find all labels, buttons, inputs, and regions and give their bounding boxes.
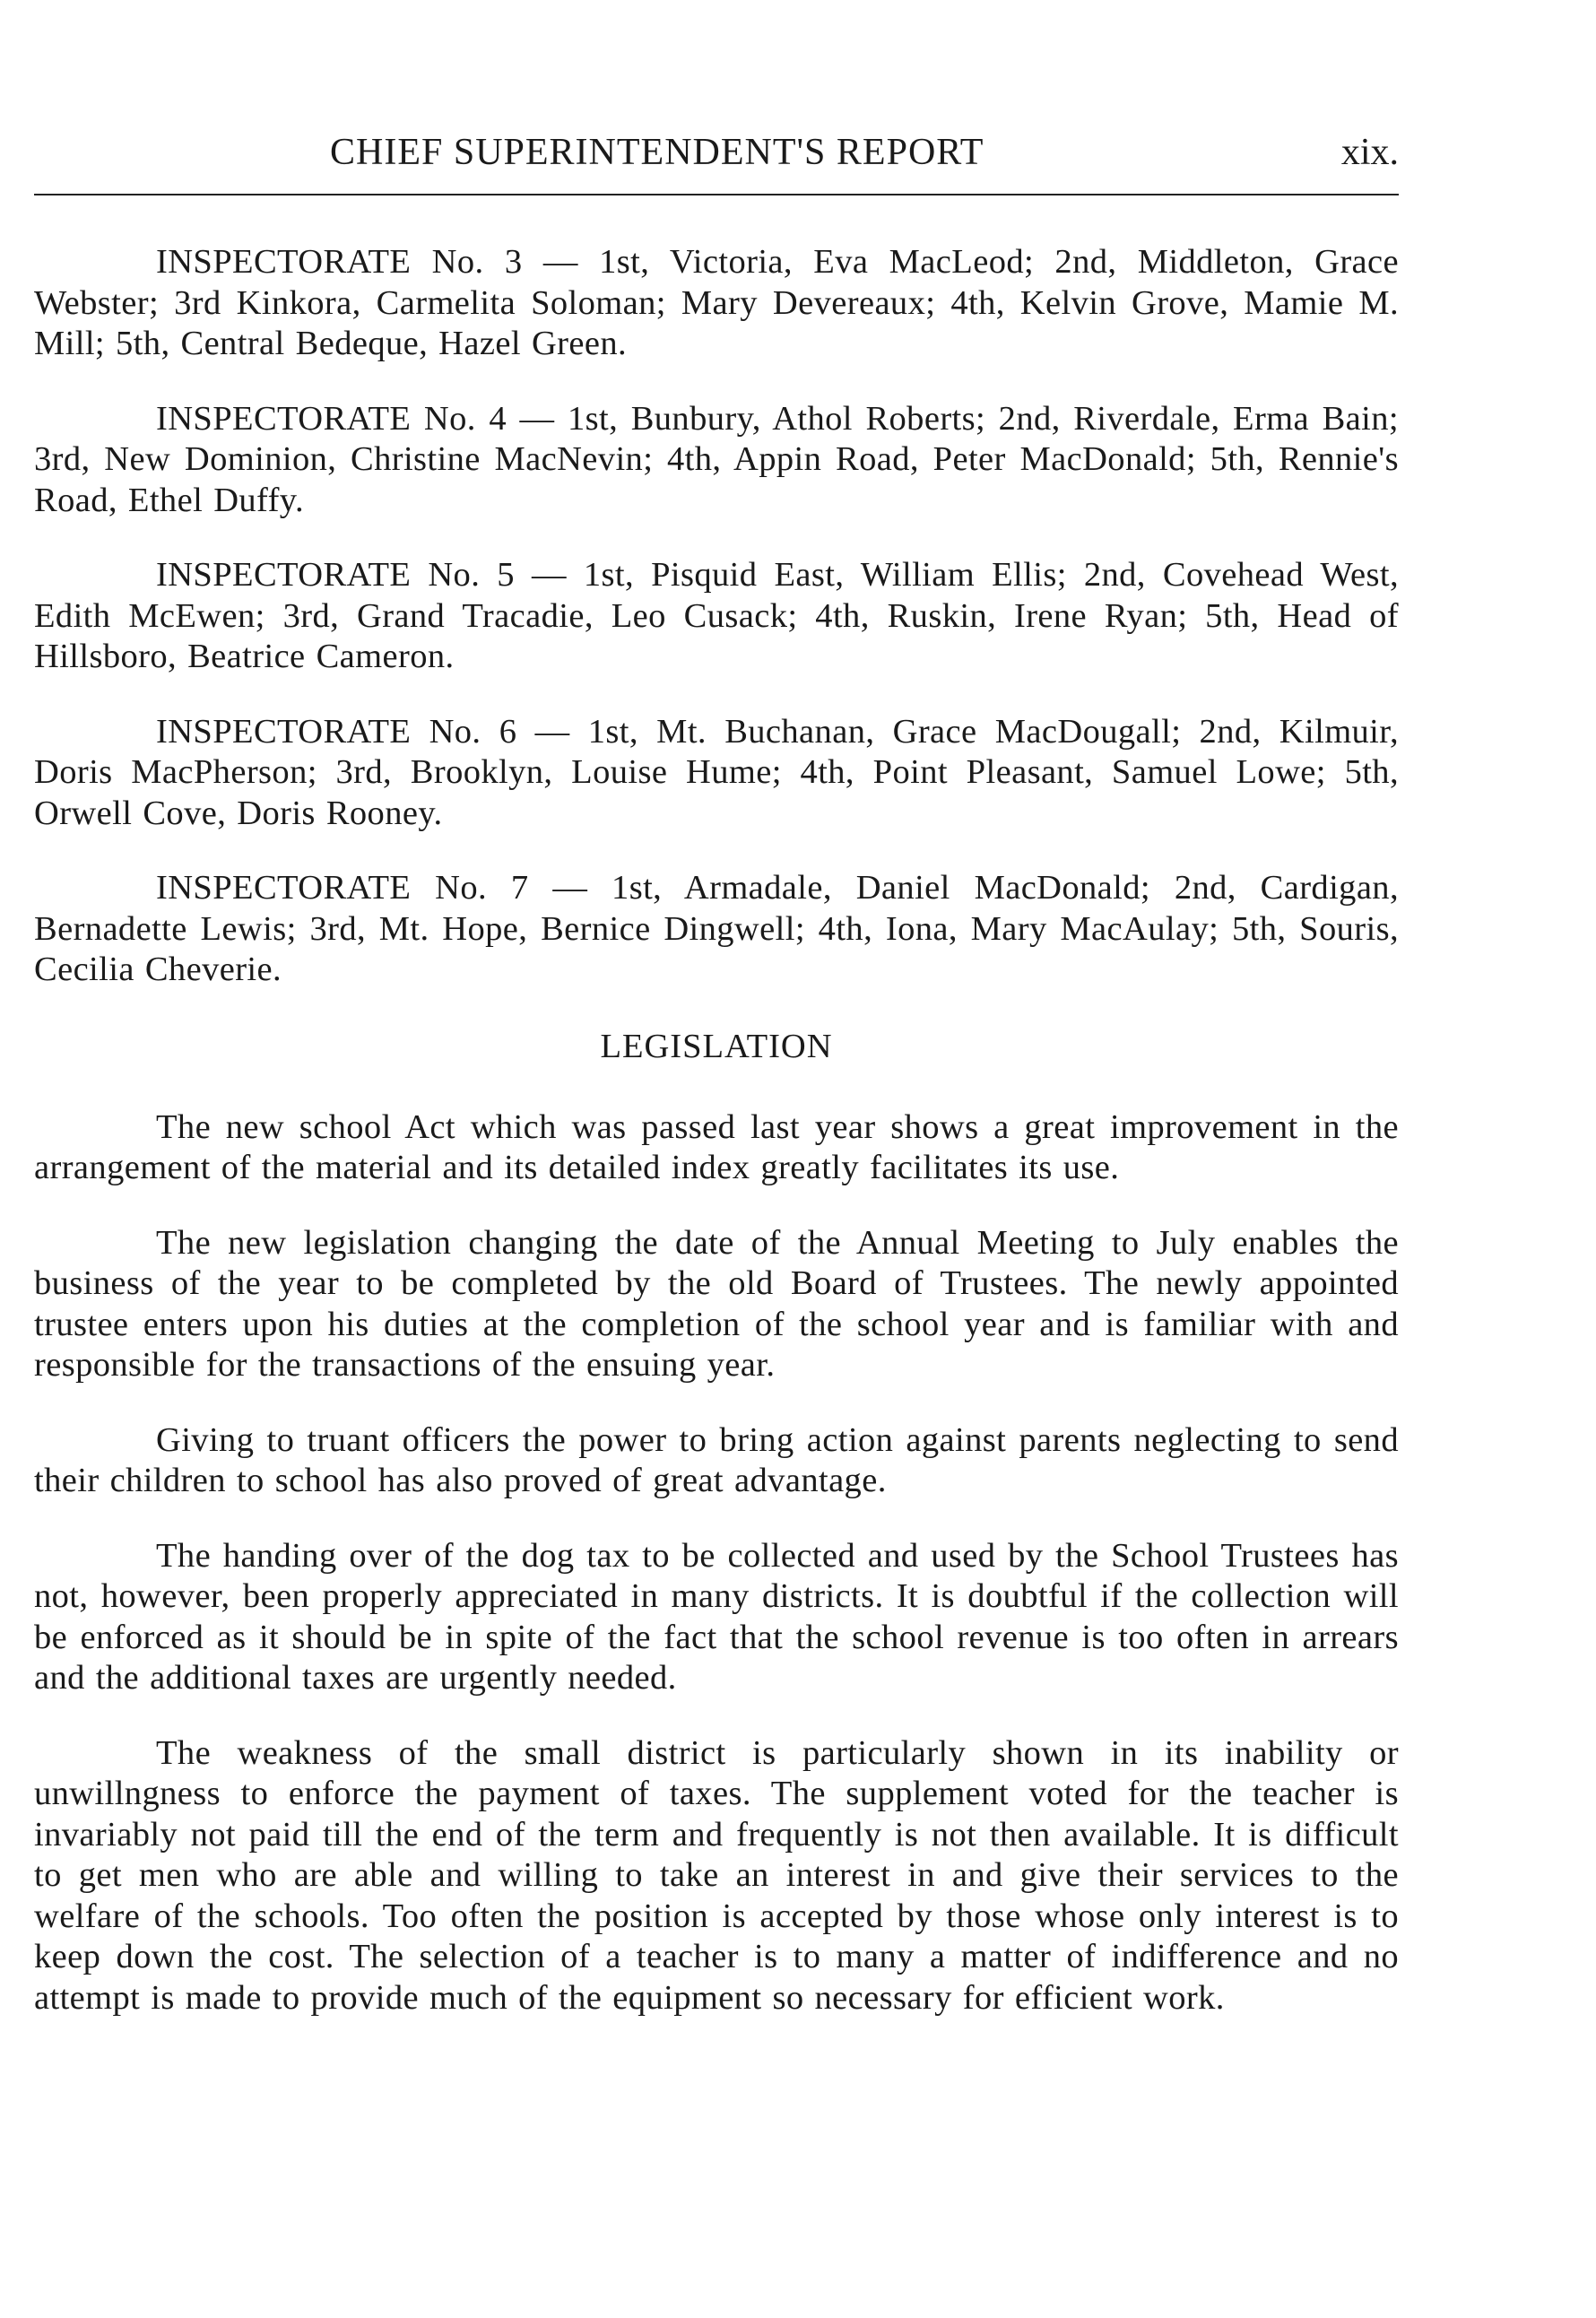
legislation-heading: LEGISLATION	[600, 1027, 833, 1065]
inspectorate-7-paragraph: INSPECTORATE No. 7 — 1st, Armadale, Daniel MacDonald; 2nd, Cardigan, Bernadette Lewis; 3rd, Mt. Hope, Bernice Dingwell; 4th, Iona, Mary MacAulay; 5th, Souris, Cecilia Cheverie.	[34, 869, 1399, 988]
legislation-paragraph-dog-tax: The handing over of the dog tax to be collected and used by the School Trustees has not, however, been properly appreciated in many districts. It is doubtful if the collection will be enforced as it should be in spite of the fact that the school revenue is too often in arrears and the additional taxes are urgently needed.	[34, 1536, 1399, 1697]
inspectorate-4-paragraph: INSPECTORATE No. 4 — 1st, Bunbury, Athol Roberts; 2nd, Riverdale, Erma Bain; 3rd, New Dominion, Christine MacNevin; 4th, Appin Road, Peter MacDonald; 5th, Rennie's Road, Ethel Duffy.	[34, 399, 1399, 519]
report-page	[34, 126, 1399, 2018]
legislation-paragraph-annual-meeting: The new legislation changing the date of the Annual Meeting to July enables the business of the year to be completed by the old Board of Trustees. The newly appointed trustee enters upon his duties at the completion of the school year and is familiar with and responsible for the transactions of the ensuing year.	[34, 1223, 1399, 1384]
running-title: CHIEF SUPERINTENDENT'S REPORT	[330, 132, 984, 173]
legislation-paragraph-small-district: The weakness of the small district is particularly shown in its inability or unwillngness to enforce the payment of taxes. The supplement voted for the teacher is invariably not paid till the end of the term and frequently is not then available. It is difficult to get men who are able and willing to take an interest in and give their services to the welfare of the schools. Too often the position is accepted by those whose only interest is to keep down the cost. The selection of a teacher is to many a matter of indifference and no attempt is made to provide much of the equipment so necessary for efficient work.	[34, 1733, 1399, 2017]
legislation-paragraph-truant-officers: Giving to truant officers the power to bring action against parents neglecting to send their children to school has also proved of great advantage.	[34, 1420, 1399, 1499]
inspectorate-3-paragraph: INSPECTORATE No. 3 — 1st, Victoria, Eva MacLeod; 2nd, Middleton, Grace Webster; 3rd Kinkora, Carmelita Soloman; Mary Devereaux; 4th, Kelvin Grove, Mamie M. Mill; 5th, Central Bedeque, Hazel Green.	[34, 243, 1399, 362]
page-number: xix.	[1340, 132, 1399, 173]
inspectorate-5-paragraph: INSPECTORATE No. 5 — 1st, Pisquid East, William Ellis; 2nd, Covehead West, Edith McEwen; 3rd, Grand Tracadie, Leo Cusack; 4th, Ruskin, Irene Ryan; 5th, Head of Hillsboro, Beatrice Cameron.	[34, 556, 1399, 675]
legislation-paragraph-school-act: The new school Act which was passed last year shows a great improvement in the arrangement of the material and its detailed index greatly facilitates its use.	[34, 1107, 1399, 1186]
page-header	[34, 126, 1399, 195]
inspectorate-6-paragraph: INSPECTORATE No. 6 — 1st, Mt. Buchanan, Grace MacDougall; 2nd, Kilmuir, Doris MacPherson; 3rd, Brooklyn, Louise Hume; 4th, Point Pleasant, Samuel Lowe; 5th, Orwell Cove, Doris Rooney.	[34, 712, 1399, 832]
